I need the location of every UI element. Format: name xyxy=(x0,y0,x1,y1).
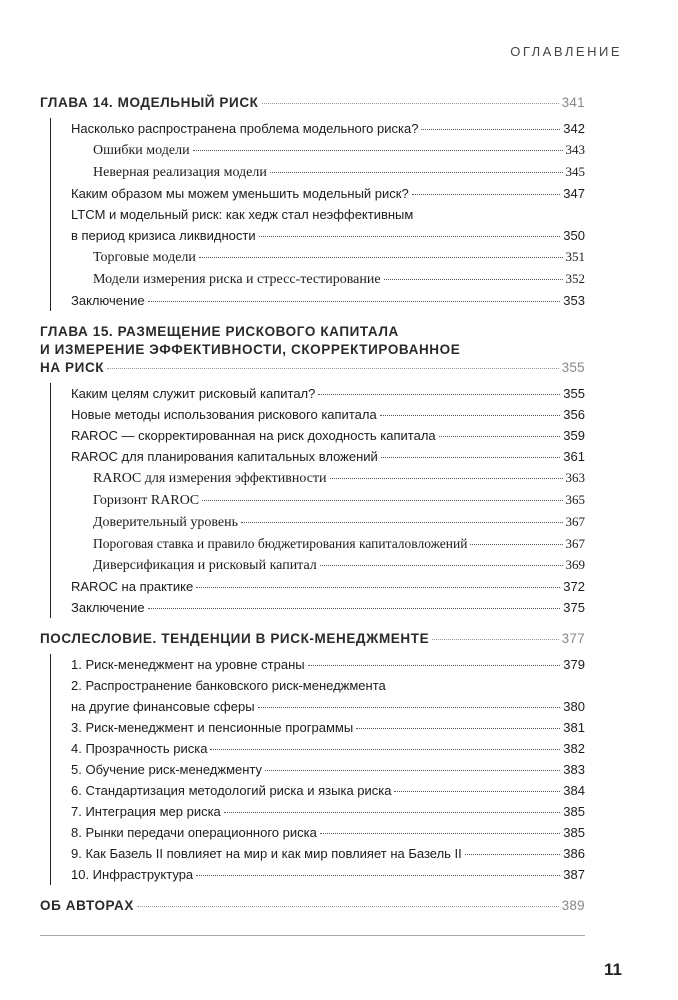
toc-entry[interactable] xyxy=(71,139,585,161)
entry-label: RAROC — скорректированная на риск доходность капитала xyxy=(71,428,436,443)
dot-leader xyxy=(421,129,560,130)
dot-leader xyxy=(330,478,563,479)
entry-page: 351 xyxy=(565,249,585,264)
dot-leader xyxy=(210,749,560,750)
entry-page: 343 xyxy=(565,142,585,157)
entry-page: 355 xyxy=(563,386,585,401)
afterword-items xyxy=(50,654,585,885)
toc-entry[interactable] xyxy=(71,759,585,780)
dot-leader xyxy=(148,608,561,609)
toc-entry[interactable] xyxy=(71,118,585,139)
dot-leader xyxy=(199,257,563,258)
entry-label: 10. Инфраструктура xyxy=(71,867,194,882)
dot-leader xyxy=(380,415,561,416)
entry-label: Диверсификация и рисковый капитал xyxy=(93,558,317,573)
entry-page: 345 xyxy=(565,164,585,179)
entry-page: 385 xyxy=(563,804,585,819)
entry-page: 356 xyxy=(563,407,585,422)
entry-page: 379 xyxy=(563,657,585,672)
dot-leader xyxy=(308,665,561,666)
entry-label-line2: в период кризиса ликвидности xyxy=(71,228,256,243)
about-authors-heading[interactable] xyxy=(40,897,585,915)
entry-page: 387 xyxy=(563,867,585,882)
dot-leader xyxy=(381,457,560,458)
toc-entry[interactable] xyxy=(71,446,585,467)
dot-leader xyxy=(148,301,561,302)
toc-entry[interactable] xyxy=(71,801,585,822)
dot-leader xyxy=(439,436,561,437)
entry-label: Новые методы использования рискового капитала xyxy=(71,407,377,422)
dot-leader xyxy=(470,544,562,545)
dot-leader xyxy=(270,172,563,173)
entry-label: Заключение xyxy=(71,600,145,615)
entry-page: 386 xyxy=(563,846,585,861)
toc-entry[interactable] xyxy=(71,843,585,864)
toc-entry[interactable] xyxy=(71,425,585,446)
toc-entry[interactable] xyxy=(71,467,585,489)
chapter-page: 377 xyxy=(561,631,585,646)
dot-leader xyxy=(394,791,560,792)
entry-page: 383 xyxy=(563,762,585,777)
entry-label: 7. Интеграция мер риска xyxy=(71,804,221,819)
dot-leader xyxy=(193,150,563,151)
toc-entry[interactable] xyxy=(71,780,585,801)
toc-entry[interactable] xyxy=(71,183,585,204)
entry-page: 350 xyxy=(563,228,585,243)
afterword xyxy=(40,630,585,885)
entry-page: 363 xyxy=(565,470,585,485)
entry-label: Каким образом мы можем уменьшить модельный риск? xyxy=(71,186,409,201)
entry-page: 382 xyxy=(563,741,585,756)
entry-page: 367 xyxy=(565,536,585,551)
chapter-title: ПОСЛЕСЛОВИЕ. ТЕНДЕНЦИИ В РИСК-МЕНЕДЖМЕНТЕ xyxy=(40,631,430,646)
toc-entry[interactable] xyxy=(71,161,585,183)
toc-entry[interactable] xyxy=(71,576,585,597)
dot-leader xyxy=(320,565,563,566)
toc-entry[interactable] xyxy=(71,246,585,268)
entry-page: 385 xyxy=(563,825,585,840)
entry-page: 372 xyxy=(563,579,585,594)
toc-entry[interactable] xyxy=(71,554,585,576)
entry-label: 9. Как Базель II повлияет на мир и как мир повлияет на Базель II xyxy=(71,846,462,861)
entry-page: 375 xyxy=(563,600,585,615)
chapter-page: 389 xyxy=(561,898,585,913)
toc-entry[interactable] xyxy=(71,268,585,290)
entry-page: 367 xyxy=(565,514,585,529)
page-number: 11 xyxy=(604,960,622,979)
entry-page: 352 xyxy=(565,271,585,286)
entry-page: 353 xyxy=(563,293,585,308)
chapter-page: 341 xyxy=(561,95,585,110)
entry-label: Ошибки модели xyxy=(93,143,190,158)
entry-page: 384 xyxy=(563,783,585,798)
chapter-title-line3: НА РИСК xyxy=(40,360,105,375)
bottom-divider xyxy=(40,935,585,936)
dot-leader xyxy=(196,587,560,588)
entry-label: Неверная реализация модели xyxy=(93,165,267,180)
chapter-15-heading[interactable] xyxy=(40,359,585,377)
dot-leader xyxy=(262,103,559,104)
dot-leader xyxy=(196,875,560,876)
chapter-title-line1: ГЛАВА 15. РАЗМЕЩЕНИЕ РИСКОВОГО КАПИТАЛА xyxy=(40,324,399,339)
dot-leader xyxy=(259,236,561,237)
toc-entry[interactable] xyxy=(71,822,585,843)
afterword-heading[interactable] xyxy=(40,630,585,648)
entry-label: Каким целям служит рисковый капитал? xyxy=(71,386,316,401)
dot-leader xyxy=(107,368,558,369)
entry-page: 347 xyxy=(563,186,585,201)
entry-label: Торговые модели xyxy=(93,250,196,265)
dot-leader xyxy=(320,833,560,834)
entry-label: Модели измерения риска и стресс-тестирование xyxy=(93,272,381,287)
entry-page: 369 xyxy=(565,557,585,572)
entry-label: 4. Прозрачность риска xyxy=(71,741,208,756)
dot-leader xyxy=(465,854,561,855)
chapter-15-items xyxy=(50,383,585,618)
chapter-14-heading[interactable] xyxy=(40,94,585,112)
entry-label-line1: 2. Распространение банковского риск-менеджмента xyxy=(71,678,386,693)
entry-label: RAROC для планирования капитальных вложений xyxy=(71,449,378,464)
entry-page: 361 xyxy=(563,449,585,464)
entry-label: Доверительный уровень xyxy=(93,515,238,530)
chapter-title: ОБ АВТОРАХ xyxy=(40,898,134,913)
entry-label-line2: на другие финансовые сферы xyxy=(71,699,255,714)
dot-leader xyxy=(224,812,561,813)
dot-leader xyxy=(265,770,560,771)
toc-entry-multiline[interactable] xyxy=(71,675,585,717)
toc-entry[interactable] xyxy=(71,864,585,885)
entry-page: 342 xyxy=(563,121,585,136)
toc-entry-multiline[interactable] xyxy=(71,204,585,246)
chapter-page: 355 xyxy=(561,360,585,375)
entry-label-line1: LTCM и модельный риск: как хедж стал неэффективным xyxy=(71,207,414,222)
toc-entry[interactable] xyxy=(71,489,585,511)
chapter-title-line2: И ИЗМЕРЕНИЕ ЭФФЕКТИВНОСТИ, СКОРРЕКТИРОВАННОЕ xyxy=(40,342,461,357)
chapter-title: ГЛАВА 14. МОДЕЛЬНЫЙ РИСК xyxy=(40,95,259,110)
toc-entry[interactable] xyxy=(71,654,585,675)
dot-leader xyxy=(202,500,562,501)
entry-label: Пороговая ставка и правило бюджетирования капиталовложений xyxy=(93,536,468,551)
toc-entry[interactable] xyxy=(71,738,585,759)
about-authors xyxy=(40,897,585,915)
entry-label: Заключение xyxy=(71,293,145,308)
chapter-15 xyxy=(40,323,585,618)
entry-page: 365 xyxy=(565,492,585,507)
dot-leader xyxy=(384,279,563,280)
toc-entry[interactable] xyxy=(71,597,585,618)
dot-leader xyxy=(241,522,563,523)
entry-label: RAROC для измерения эффективности xyxy=(93,471,327,486)
table-of-contents xyxy=(40,88,585,927)
entry-label: 6. Стандартизация методологий риска и языка риска xyxy=(71,783,392,798)
entry-label: 8. Рынки передачи операционного риска xyxy=(71,825,317,840)
entry-label: 5. Обучение риск-менеджменту xyxy=(71,762,263,777)
toc-entry[interactable] xyxy=(71,404,585,425)
dot-leader xyxy=(356,728,560,729)
toc-entry[interactable] xyxy=(71,383,585,404)
toc-entry[interactable] xyxy=(71,511,585,533)
entry-label: Насколько распространена проблема модельного риска? xyxy=(71,121,419,136)
dot-leader xyxy=(137,906,559,907)
chapter-14-items xyxy=(50,118,585,311)
dot-leader xyxy=(412,194,561,195)
toc-entry[interactable] xyxy=(71,290,585,311)
toc-entry[interactable] xyxy=(71,717,585,738)
dot-leader xyxy=(258,707,561,708)
running-header: ОГЛАВЛЕНИЕ xyxy=(510,44,622,59)
chapter-14 xyxy=(40,94,585,311)
dot-leader xyxy=(318,394,560,395)
entry-label: RAROC на практике xyxy=(71,579,194,594)
entry-page: 359 xyxy=(563,428,585,443)
entry-label: Горизонт RAROC xyxy=(93,493,200,508)
entry-label: 3. Риск-менеджмент и пенсионные программы xyxy=(71,720,354,735)
entry-page: 381 xyxy=(563,720,585,735)
entry-label: 1. Риск-менеджмент на уровне страны xyxy=(71,657,305,672)
entry-page: 380 xyxy=(563,699,585,714)
dot-leader xyxy=(432,639,558,640)
toc-entry[interactable] xyxy=(71,533,585,554)
